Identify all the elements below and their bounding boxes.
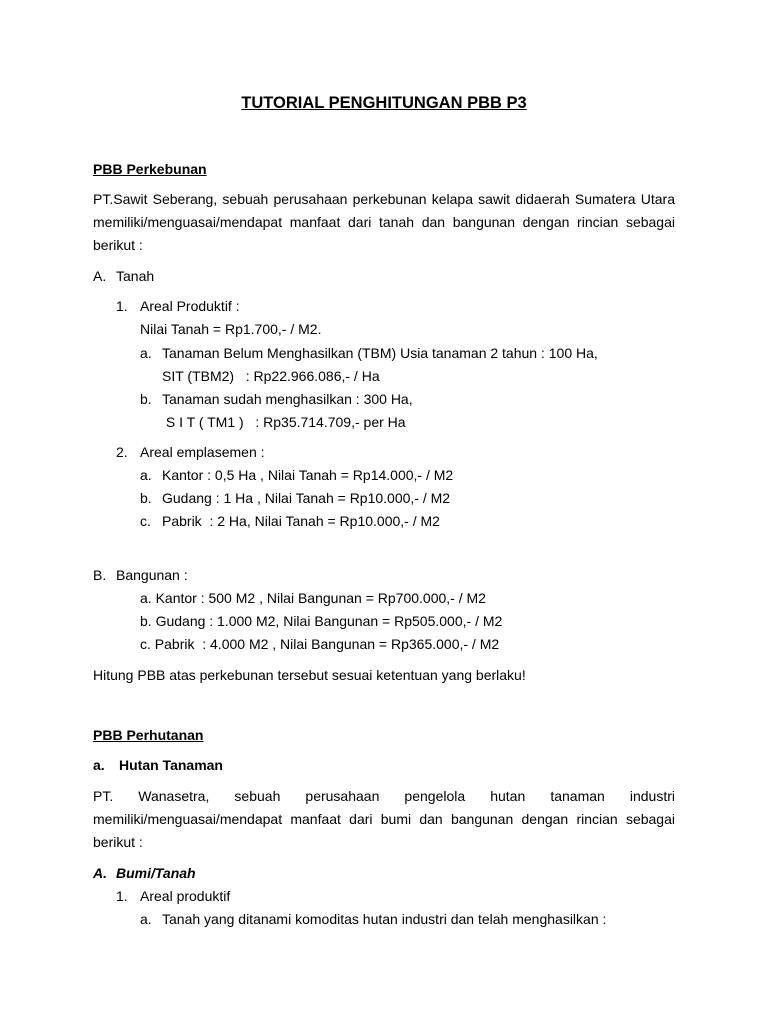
intro2-line-3: berikut : <box>93 834 143 850</box>
list-marker-c-pabrik: c. <box>140 513 151 529</box>
sit-tbm2-line: SIT (TBM2) : Rp22.966.086,- / Ha <box>162 368 380 384</box>
nilai-tanah-line: Nilai Tanah = Rp1.700,- / M2. <box>140 321 322 337</box>
areal-produktif-2-label: Areal produktif <box>140 888 231 904</box>
bangunan-gudang-line: b. Gudang : 1.000 M2, Nilai Bangunan = Rp505.000,- / M2 <box>140 613 503 629</box>
section-heading-perkebunan: PBB Perkebunan <box>93 161 207 177</box>
pabrik-line: Pabrik : 2 Ha, Nilai Tanah = Rp10.000,- / M2 <box>162 513 440 529</box>
bangunan-pabrik-line: c. Pabrik : 4.000 M2 , Nilai Bangunan = Rp365.000,- / M2 <box>140 636 500 652</box>
list-number-2: 2. <box>116 444 128 460</box>
intro-line-2: memiliki/menguasai/mendapat manfaat dari tanah dan bangunan dengan rincian sebagai <box>93 214 675 230</box>
question-line: Hitung PBB atas perkebunan tersebut sesuai ketentuan yang berlaku! <box>93 667 526 683</box>
sit-tm1-line: S I T ( TM1 ) : Rp35.714.709,- per Ha <box>162 414 406 430</box>
hutan-tanaman-label: Hutan Tanaman <box>119 757 223 773</box>
tm-line: Tanaman sudah menghasilkan : 300 Ha, <box>162 391 413 407</box>
list-marker-a-bumi: A. <box>93 865 107 881</box>
intro-line-1: PT.Sawit Seberang, sebuah perusahaan perkebunan kelapa sawit didaerah Sumatera Utara <box>93 191 675 207</box>
bumi-tanah-label: Bumi/Tanah <box>116 865 196 881</box>
list-marker-a-kantor: a. <box>140 467 152 483</box>
list-marker-b: B. <box>93 567 107 583</box>
list-marker-a: A. <box>93 268 107 284</box>
tanah-ditanami-line: Tanah yang ditanami komoditas hutan industri dan telah menghasilkan : <box>162 911 607 927</box>
list-marker-a-tanah: a. <box>140 911 152 927</box>
list-marker-b-gudang: b. <box>140 490 152 506</box>
list-marker-a-tbm: a. <box>140 345 152 361</box>
list-marker-b-tm: b. <box>140 391 152 407</box>
areal-emplasemen-label: Areal emplasemen : <box>140 444 265 460</box>
tanah-label: Tanah <box>116 268 155 284</box>
intro2-line-1: PT. Wanasetra, sebuah perusahaan pengelola hutan tanaman industri <box>93 788 675 804</box>
sub-marker-a: a. <box>93 757 105 773</box>
list-number-1-areal: 1. <box>116 888 128 904</box>
list-number-1: 1. <box>116 298 128 314</box>
intro-line-3: berikut : <box>93 237 143 253</box>
page-title: TUTORIAL PENGHITUNGAN PBB P3 <box>241 94 527 112</box>
areal-produktif-label: Areal Produktif : <box>140 298 240 314</box>
section-heading-perhutanan: PBB Perhutanan <box>93 727 204 743</box>
tbm-line: Tanaman Belum Menghasilkan (TBM) Usia tanaman 2 tahun : 100 Ha, <box>162 345 598 361</box>
intro2-line-2: memiliki/menguasai/mendapat manfaat dari bumi dan bangunan dengan rincian sebagai <box>93 811 675 827</box>
bangunan-label: Bangunan : <box>116 567 188 583</box>
bangunan-kantor-line: a. Kantor : 500 M2 , Nilai Bangunan = Rp700.000,- / M2 <box>140 590 486 606</box>
kantor-line: Kantor : 0,5 Ha , Nilai Tanah = Rp14.000,- / M2 <box>162 467 454 483</box>
gudang-line: Gudang : 1 Ha , Nilai Tanah = Rp10.000,- / M2 <box>162 490 451 506</box>
